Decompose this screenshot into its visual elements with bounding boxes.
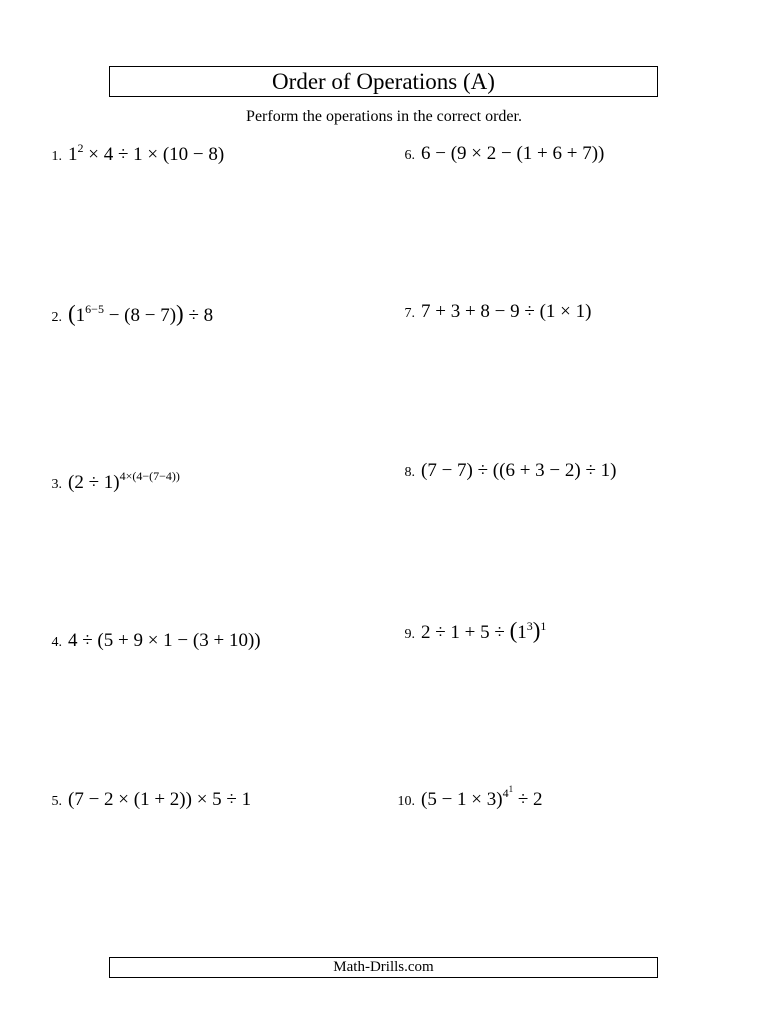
problem-8 — [391, 459, 616, 485]
problem-expression: $(5 - 1 \times 3)^{4^1} \div 2$ — [421, 784, 543, 810]
problem-number: 3. — [51, 477, 62, 492]
problem-expression: 6 − (9 × 2 − (1 + 6 + 7)) — [421, 143, 605, 164]
footer-credit: Math-Drills.com — [109, 957, 658, 978]
problem-6 — [391, 142, 604, 168]
problem-expression: $2 \div 1 + 5 \div (1^3)^1$ — [421, 618, 547, 643]
problem-expression: (7 − 2 × (1 + 2)) × 5 ÷ 1 — [68, 789, 252, 810]
problem-expression: 4 ÷ (5 + 9 × 1 − (3 + 10)) — [68, 630, 261, 651]
problem-5 — [38, 788, 251, 814]
problem-4 — [38, 629, 261, 655]
problem-1 — [38, 143, 224, 169]
worksheet-title: Order of Operations (A) — [109, 66, 658, 97]
problem-number: 2. — [51, 310, 62, 325]
problem-number: 7. — [404, 306, 415, 321]
problem-expression: $(2 \div 1)^{4\times(4-(7-4))}$ — [68, 469, 180, 493]
problem-number: 4. — [51, 635, 62, 650]
problem-number: 8. — [404, 465, 415, 480]
problem-7 — [391, 300, 591, 326]
problem-expression: $(1^{6-5} - (8 - 7)) \div 8$ — [68, 301, 214, 326]
problem-expression: $1^2 \times 4 \div 1 \times (10 - 8)$ — [68, 141, 225, 165]
problem-number: 5. — [51, 794, 62, 809]
problem-number: 6. — [404, 148, 415, 163]
problem-expression: 7 + 3 + 8 − 9 ÷ (1 × 1) — [421, 301, 592, 322]
problem-3 — [38, 471, 180, 497]
instructions: Perform the operations in the correct order. — [246, 108, 522, 125]
problem-number: 9. — [404, 627, 415, 642]
problem-9 — [391, 618, 547, 647]
problem-number: 1. — [51, 149, 62, 164]
problem-2 — [38, 301, 214, 330]
problem-expression: (7 − 7) ÷ ((6 + 3 − 2) ÷ 1) — [421, 460, 617, 481]
problem-10 — [391, 784, 543, 814]
problem-number: 10. — [397, 794, 415, 809]
